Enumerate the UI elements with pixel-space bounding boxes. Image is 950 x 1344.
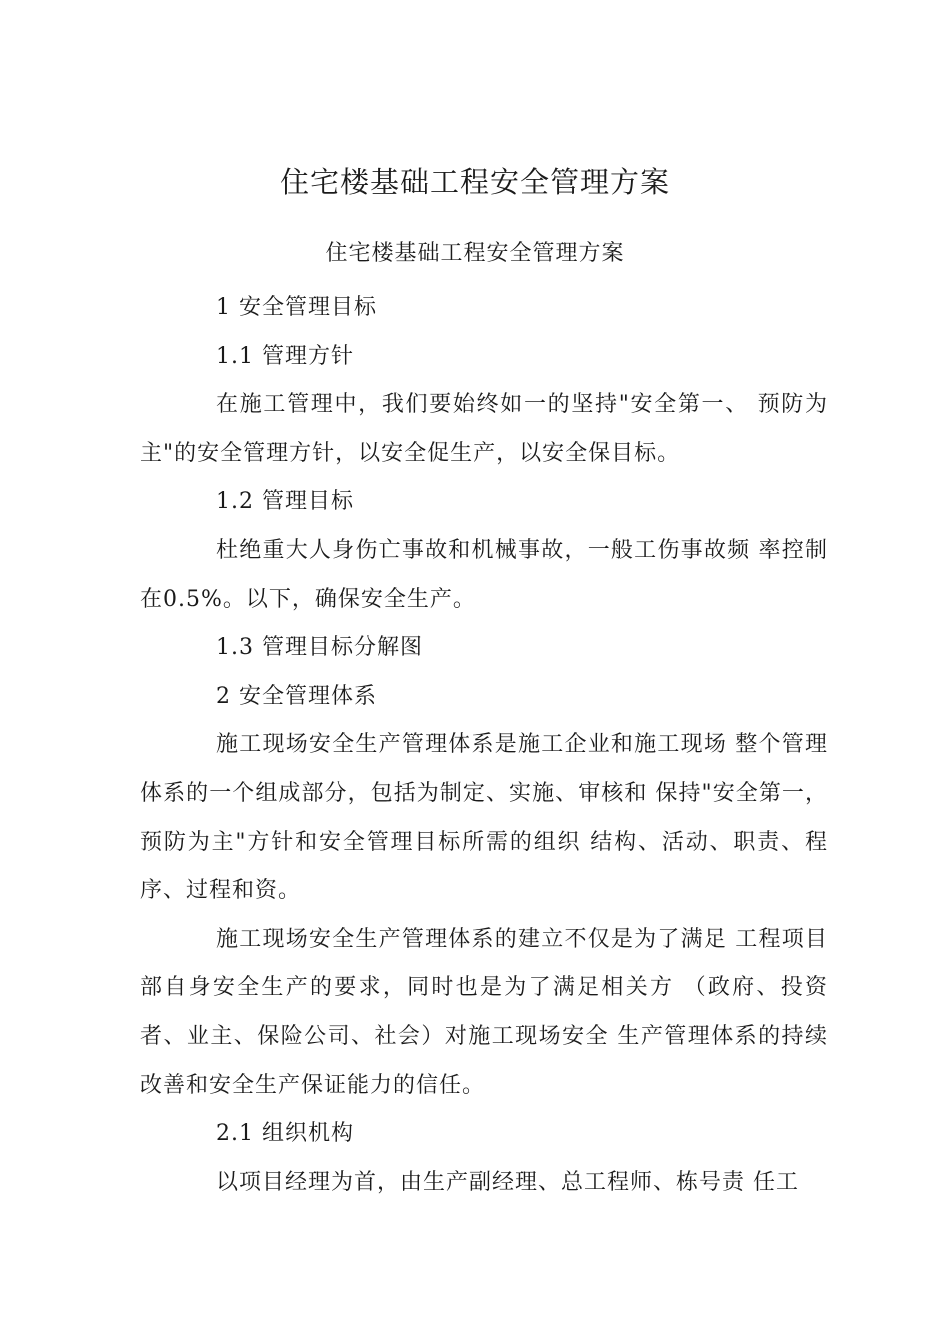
subsection-heading: 1.2 管理目标 [216,489,354,515]
document-subtitle: 住宅楼基础工程安全管理方案 [325,241,625,266]
section-heading: 2 安全管理体系 [216,683,377,709]
subsection-heading: 1.1 管理方针 [216,343,354,369]
subsection-heading: 2.1 组织机构 [216,1121,354,1147]
body-paragraph: 以项目经理为首，由生产副经理、总工程师、栋号责 任工 [216,1169,799,1195]
body-paragraph: 杜绝重大人身伤亡事故和机械事故，一般工伤事故频 率控制在0.5%。以下，确保安全生产。 [140,537,828,612]
section-heading: 1 安全管理目标 [216,295,377,320]
document-body [140,284,828,1207]
body-paragraph: 施工现场安全生产管理体系是施工企业和施工现场 整个管理体系的一个组成部分，包括为制定、实施、审核和 保持"安全第一，预防为主"方针和安全管理目标所需的组织 结构、活动、职责、程序、过程和资。 [140,732,828,904]
body-paragraph: 施工现场安全生产管理体系的建立不仅是为了满足 工程项目部自身安全生产的要求，同时也是为了满足相关方 （政府、投资者、业主、保险公司、社会）对施工现场安全 生产管理体系的持续改善和安全生产保证能力的信任。 [140,926,828,1098]
body-paragraph: 在施工管理中，我们要始终如一的坚持"安全第一、 预防为主"的安全管理方针，以安全促生产，以安全保目标。 [140,392,828,466]
subsection-heading: 1.3 管理目标分解图 [216,635,423,661]
document-title: 住宅楼基础工程安全管理方案 [279,165,670,199]
